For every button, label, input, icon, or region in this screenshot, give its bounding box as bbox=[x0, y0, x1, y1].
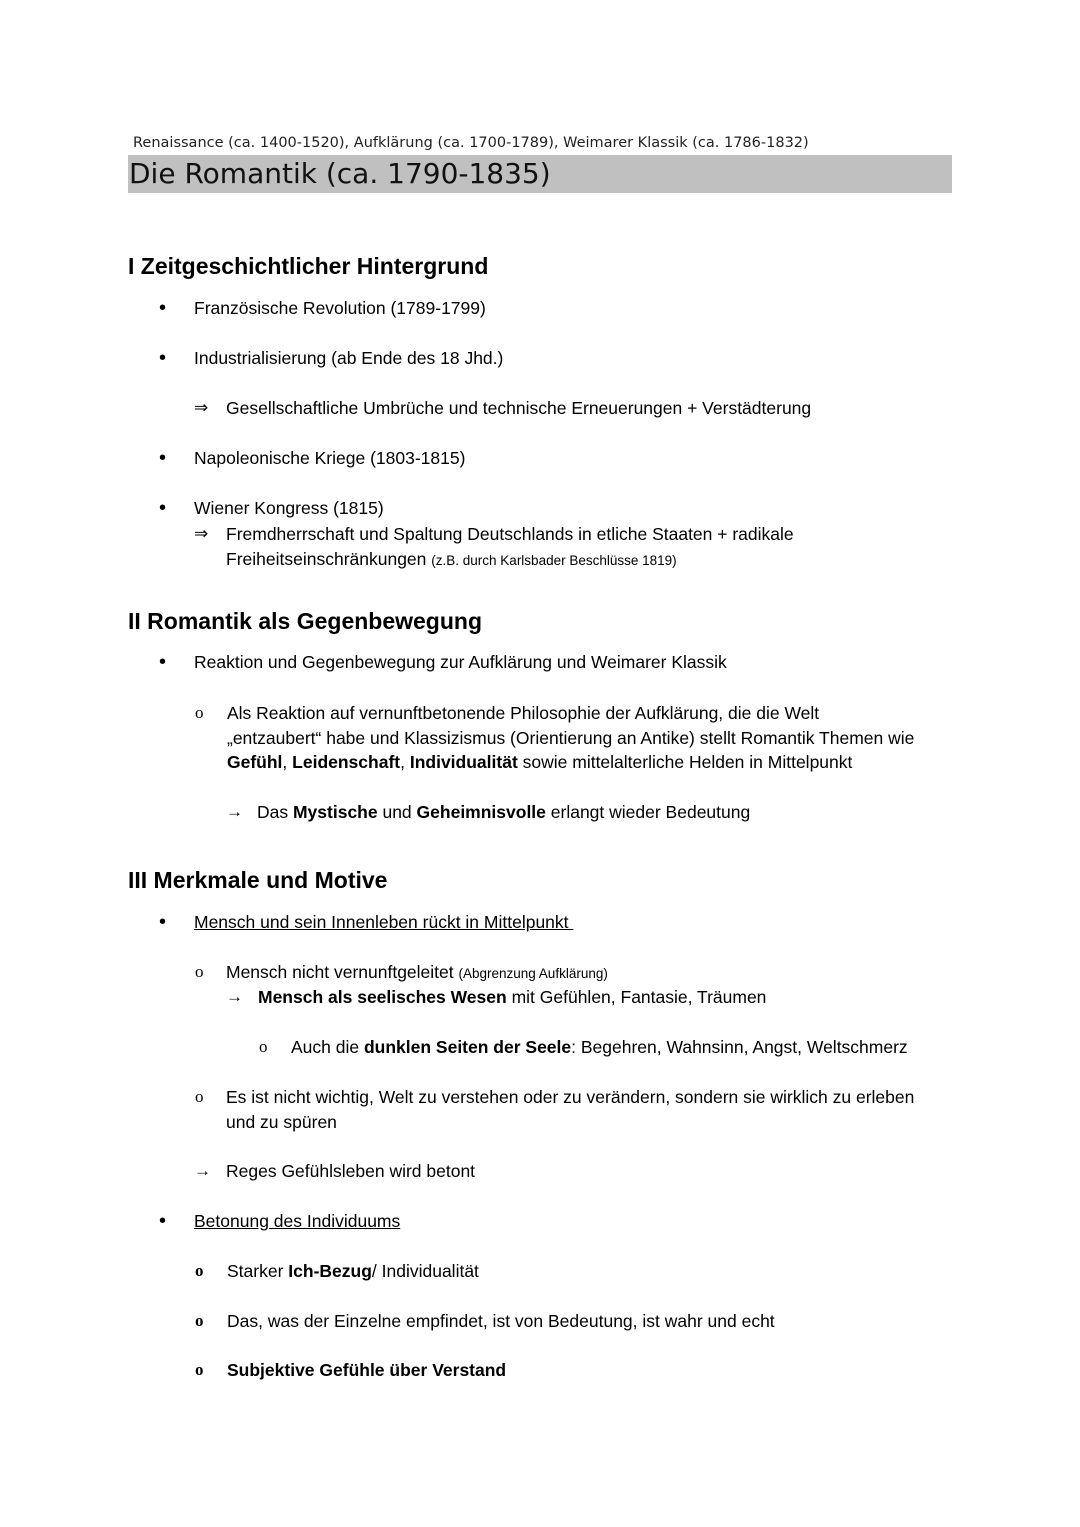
separator: , bbox=[400, 752, 410, 772]
section-heading-2: II Romantik als Gegenbewegung bbox=[128, 608, 483, 634]
bold-term: Mensch als seelisches Wesen bbox=[258, 987, 507, 1007]
circle-bullet-icon: o bbox=[195, 703, 204, 722]
list-item: Industrialisierung (ab Ende des 18 Jhd.) bbox=[194, 348, 504, 368]
sub-item-line: Als Reaktion auf vernunftbetonende Philosophie der Aufklärung, die die Welt bbox=[227, 703, 820, 723]
bullet-icon: • bbox=[159, 1210, 167, 1232]
text: Auch die bbox=[291, 1037, 364, 1057]
sub-item: Subjektive Gefühle über Verstand bbox=[227, 1360, 507, 1380]
list-item: Napoleonische Kriege (1803-1815) bbox=[194, 448, 466, 468]
sub-item-line bbox=[227, 750, 852, 774]
circle-bullet-icon: o bbox=[195, 1311, 204, 1330]
bold-term: Gefühl bbox=[227, 752, 283, 772]
result-text: Freiheitseinschränkungen bbox=[226, 549, 427, 569]
bullet-icon: • bbox=[159, 297, 167, 319]
list-item: Mensch und sein Innenleben rückt in Mittelpunkt bbox=[194, 912, 574, 932]
bold-term: Leidenschaft bbox=[292, 752, 401, 772]
arrow-item bbox=[258, 985, 766, 1009]
bullet-icon: • bbox=[159, 911, 167, 933]
list-item: Reaktion und Gegenbewegung zur Aufklärung und Weimarer Klassik bbox=[194, 652, 727, 672]
implies-arrow-icon: ⇒ bbox=[194, 524, 209, 543]
bold-term: Mystische bbox=[292, 802, 378, 822]
bold-term: Geheimnisvolle bbox=[416, 802, 546, 822]
bold-term: Ich-Bezug bbox=[288, 1261, 372, 1281]
text: und bbox=[377, 802, 417, 822]
sub-item-line: und zu spüren bbox=[226, 1112, 337, 1132]
line-rest: sowie mittelalterliche Helden in Mittelpunkt bbox=[517, 752, 853, 772]
note: (Abgrenzung Aufklärung) bbox=[458, 966, 608, 981]
list-item: Betonung des Individuums bbox=[194, 1211, 401, 1231]
arrow-item bbox=[257, 800, 750, 824]
separator: , bbox=[282, 752, 293, 772]
arrow-item: Reges Gefühlsleben wird betont bbox=[226, 1161, 476, 1181]
bold-term: Individualität bbox=[409, 752, 518, 772]
text: / Individualität bbox=[371, 1261, 479, 1281]
bold-term: dunklen Seiten der Seele bbox=[363, 1037, 572, 1057]
sub-item: Das, was der Einzelne empfindet, ist von Bedeutung, ist wahr und echt bbox=[227, 1311, 775, 1331]
text: Das bbox=[257, 802, 293, 822]
sub-item bbox=[226, 960, 608, 986]
list-item: Wiener Kongress (1815) bbox=[194, 498, 384, 518]
circle-bullet-icon: o bbox=[195, 1261, 204, 1280]
circle-bullet-icon: o bbox=[195, 1360, 204, 1379]
text: Mensch nicht vernunftgeleitet bbox=[226, 962, 459, 982]
bullet-icon: • bbox=[159, 651, 167, 673]
sub-item-line: Es ist nicht wichtig, Welt zu verstehen oder zu verändern, sondern sie wirklich zu erleben bbox=[226, 1087, 915, 1107]
eras-line: Renaissance (ca. 1400-1520), Aufklärung (ca. 1700-1789), Weimarer Klassik (ca. 1786-1832) bbox=[133, 135, 809, 151]
text: : Begehren, Wahnsinn, Angst, Weltschmerz bbox=[571, 1037, 908, 1057]
implies-arrow-icon: ⇒ bbox=[194, 398, 209, 417]
text: erlangt wieder Bedeutung bbox=[545, 802, 751, 822]
arrow-icon: → bbox=[194, 1161, 211, 1180]
circle-bullet-icon: o bbox=[195, 1087, 204, 1106]
list-item: Französische Revolution (1789-1799) bbox=[194, 298, 486, 318]
text: mit Gefühlen, Fantasie, Träumen bbox=[506, 987, 767, 1007]
list-item-result-cont bbox=[226, 547, 677, 573]
page-title: Die Romantik (ca. 1790-1835) bbox=[129, 157, 551, 190]
sub-item bbox=[227, 1259, 479, 1283]
list-item-result: Gesellschaftliche Umbrüche und technische Erneuerungen + Verstädterung bbox=[226, 398, 812, 418]
result-note: (z.B. durch Karlsbader Beschlüsse 1819) bbox=[431, 553, 677, 568]
section-heading-3: III Merkmale und Motive bbox=[128, 867, 388, 893]
arrow-icon: → bbox=[226, 802, 243, 821]
section-heading-1: I Zeitgeschichtlicher Hintergrund bbox=[128, 253, 489, 279]
list-item-result: Fremdherrschaft und Spaltung Deutschlands in etliche Staaten + radikale bbox=[226, 524, 794, 544]
text: Starker bbox=[227, 1261, 289, 1281]
sub-item-line: „entzaubert“ habe und Klassizismus (Orientierung an Antike) stellt Romantik Themen wie bbox=[227, 728, 915, 748]
circle-bullet-icon: o bbox=[195, 962, 204, 981]
arrow-icon: → bbox=[226, 987, 243, 1006]
bullet-icon: • bbox=[159, 497, 167, 519]
circle-bullet-icon: o bbox=[259, 1037, 268, 1056]
bullet-icon: • bbox=[159, 447, 167, 469]
sub-sub-item bbox=[291, 1035, 908, 1059]
bullet-icon: • bbox=[159, 347, 167, 369]
